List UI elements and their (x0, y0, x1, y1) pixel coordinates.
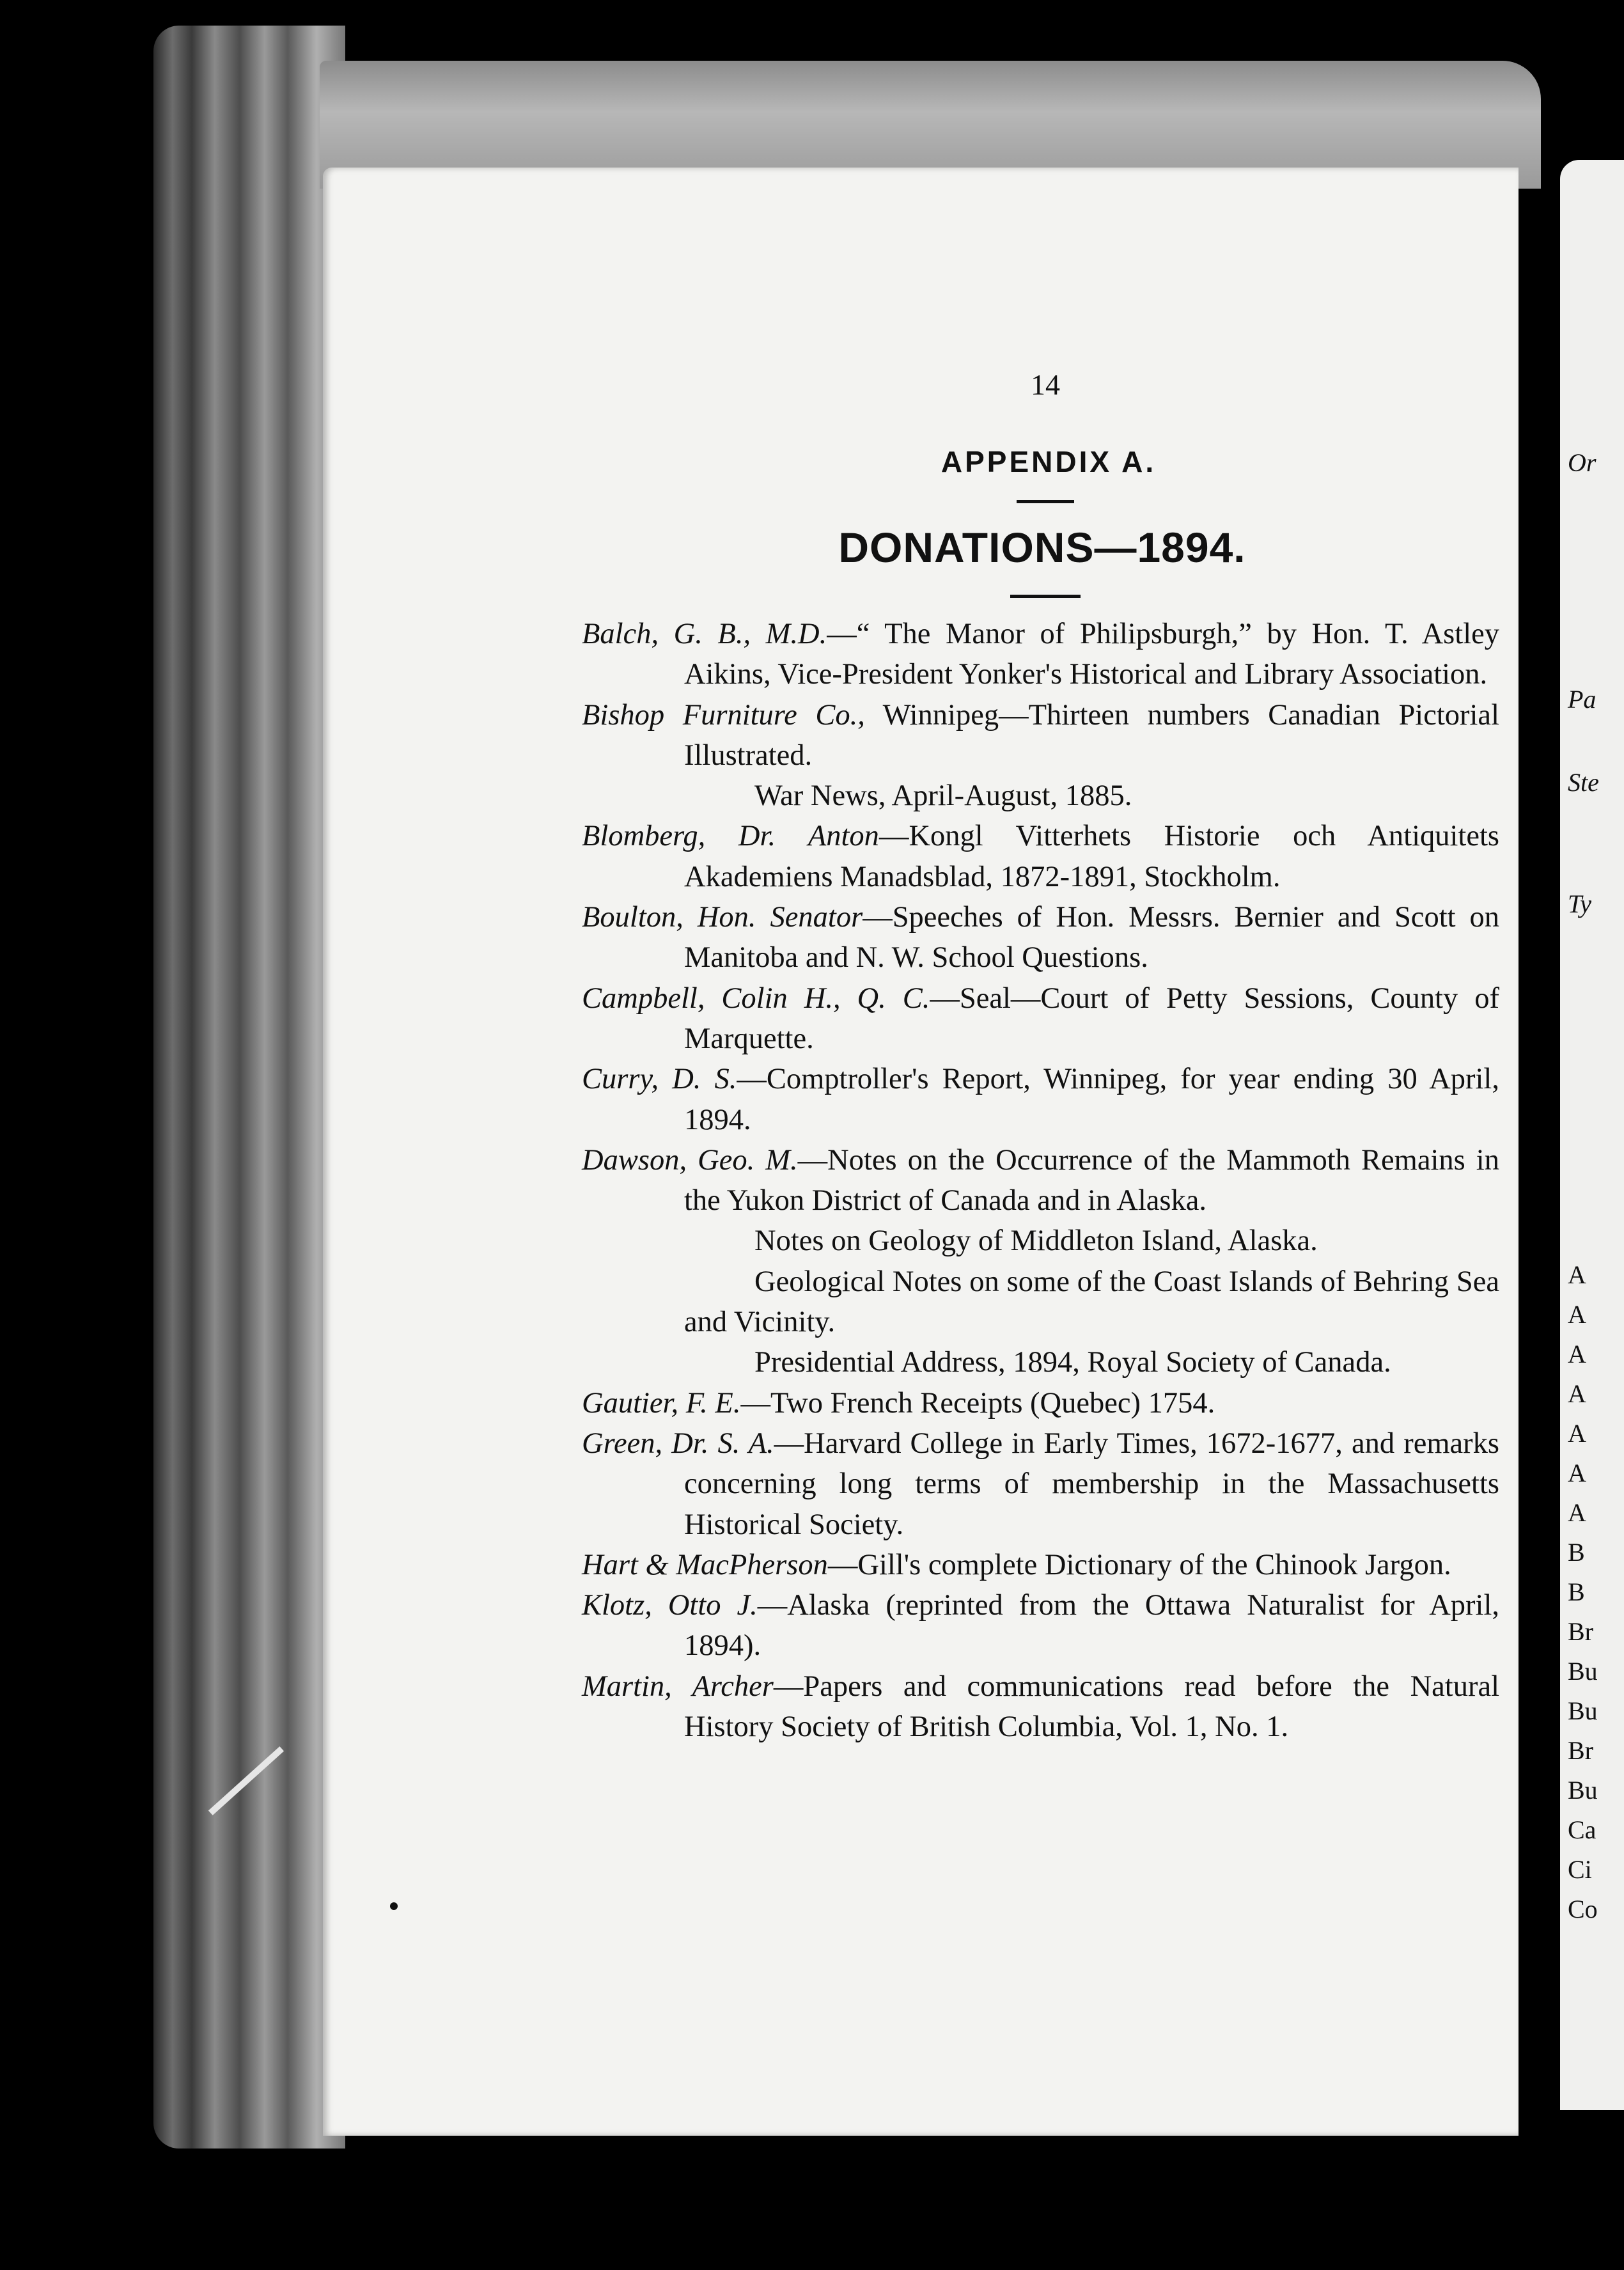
next-page-fragment: Ty (1568, 889, 1592, 918)
title-rule-small (1017, 500, 1074, 503)
next-page-letter: Ci (1568, 1855, 1592, 1884)
donation-description: —Comptroller's Report, Winnipeg, for year ending 30 April, 1894. (684, 1063, 1499, 1136)
next-page-fragment: Ste (1568, 768, 1599, 797)
donation-entry (582, 1545, 1499, 1585)
donation-description: —Kongl Vitterhets Historie och Antiquitets Akademiens Manadsblad, 1872-1891, Stockholm. (684, 820, 1499, 893)
donation-entry (582, 1585, 1499, 1666)
next-page-letter: A (1568, 1459, 1586, 1487)
donation-entry (582, 978, 1499, 1060)
donation-sub-item: War News, April-August, 1885. (754, 779, 1132, 813)
next-page-letter: Bu (1568, 1776, 1598, 1804)
next-page-letter: A (1568, 1419, 1586, 1448)
donor-name: Blomberg, Dr. Anton (582, 820, 879, 853)
donation-description: Winnipeg—Thirteen numbers Canadian Pictorial Illustrated. (684, 698, 1499, 772)
donation-description: —Speeches of Hon. Messrs. Bernier and Scott on Manitoba and N. W. School Questions. (684, 901, 1500, 975)
next-page-letter: Co (1568, 1895, 1598, 1923)
donation-description: —Harvard College in Early Times, 1672-1677, and remarks concerning long terms of membership in the Massachusetts Historical Society. (684, 1427, 1499, 1541)
next-page-letter: A (1568, 1260, 1586, 1289)
donation-entry (582, 1383, 1499, 1423)
next-page-letter: B (1568, 1538, 1585, 1567)
donation-entry (582, 816, 1499, 897)
next-page-letter: B (1568, 1577, 1585, 1606)
donation-description: —Seal—Court of Petty Sessions, County of Marquette. (684, 982, 1499, 1055)
donation-description: —Papers and communications read before the Natural History Society of British Columbia, Vol. 1, No. 1. (684, 1670, 1500, 1744)
next-page-letter: A (1568, 1498, 1586, 1527)
next-page-margin (1560, 160, 1624, 2110)
donor-name: Klotz, Otto J. (582, 1589, 758, 1622)
donation-description: —Gill's complete Dictionary of the Chinook Jargon. (827, 1548, 1451, 1581)
next-page-fragment: Or (1568, 448, 1597, 477)
donation-sub-item: Notes on Geology of Middleton Island, Alaska. (754, 1225, 1318, 1258)
donor-name: Dawson, Geo. M. (582, 1143, 798, 1177)
next-page-letter: Br (1568, 1736, 1593, 1765)
donation-entry (582, 695, 1499, 776)
donation-sub-item: Presidential Address, 1894, Royal Society of Canada. (754, 1346, 1391, 1379)
donor-name: Balch, G. B., M.D. (582, 618, 827, 650)
next-page-letter: Ca (1568, 1815, 1597, 1844)
next-page-letter: A (1568, 1340, 1586, 1368)
next-page-letter: Bu (1568, 1696, 1598, 1725)
donor-name: Campbell, Colin H., Q. C. (582, 982, 930, 1015)
title-rule-large (1010, 595, 1081, 598)
main-title: DONATIONS—1894. (838, 524, 1246, 571)
ink-dot (390, 1902, 398, 1910)
donor-name: Boulton, Hon. Senator (582, 901, 863, 934)
next-page-letter: Br (1568, 1617, 1593, 1646)
next-page-letter: Bu (1568, 1657, 1598, 1686)
donation-entry (582, 897, 1499, 978)
donation-entry (582, 1059, 1499, 1140)
next-page-fragment: Pa (1568, 685, 1597, 714)
donor-name: Bishop Furniture Co., (582, 698, 865, 732)
page-number: 14 (1031, 368, 1060, 401)
donor-name: Martin, Archer (582, 1670, 774, 1703)
donation-description: —Alaska (reprinted from the Ottawa Naturalist for April, 1894). (684, 1589, 1499, 1663)
donation-list (582, 614, 1499, 1747)
donation-entry (582, 1666, 1499, 1748)
donation-entry (582, 614, 1499, 695)
book-page-edges (153, 26, 345, 2149)
donation-entry (582, 1423, 1499, 1545)
donation-description: —Notes on the Occurrence of the Mammoth Remains in the Yukon District of Canada and in Alaska. (684, 1143, 1499, 1217)
donor-name: Hart & MacPherson (582, 1548, 828, 1581)
donor-name: Green, Dr. S. A. (582, 1427, 774, 1460)
appendix-title: APPENDIX A. (941, 445, 1157, 478)
donation-description: —Two French Receipts (Quebec) 1754. (740, 1386, 1215, 1420)
donation-sub-item: Geological Notes on some of the Coast Islands of Behring Sea and Vicinity. (684, 1265, 1499, 1339)
next-page-letter: A (1568, 1300, 1586, 1329)
donor-name: Gautier, F. E. (582, 1386, 741, 1420)
donor-name: Curry, D. S. (582, 1063, 737, 1096)
donation-description: —“ The Manor of Philipsburgh,” by Hon. T. Astley Aikins, Vice-President Yonker's Historical and Library Association. (684, 618, 1500, 691)
donation-entry (582, 1140, 1499, 1221)
next-page-letter: A (1568, 1379, 1586, 1408)
